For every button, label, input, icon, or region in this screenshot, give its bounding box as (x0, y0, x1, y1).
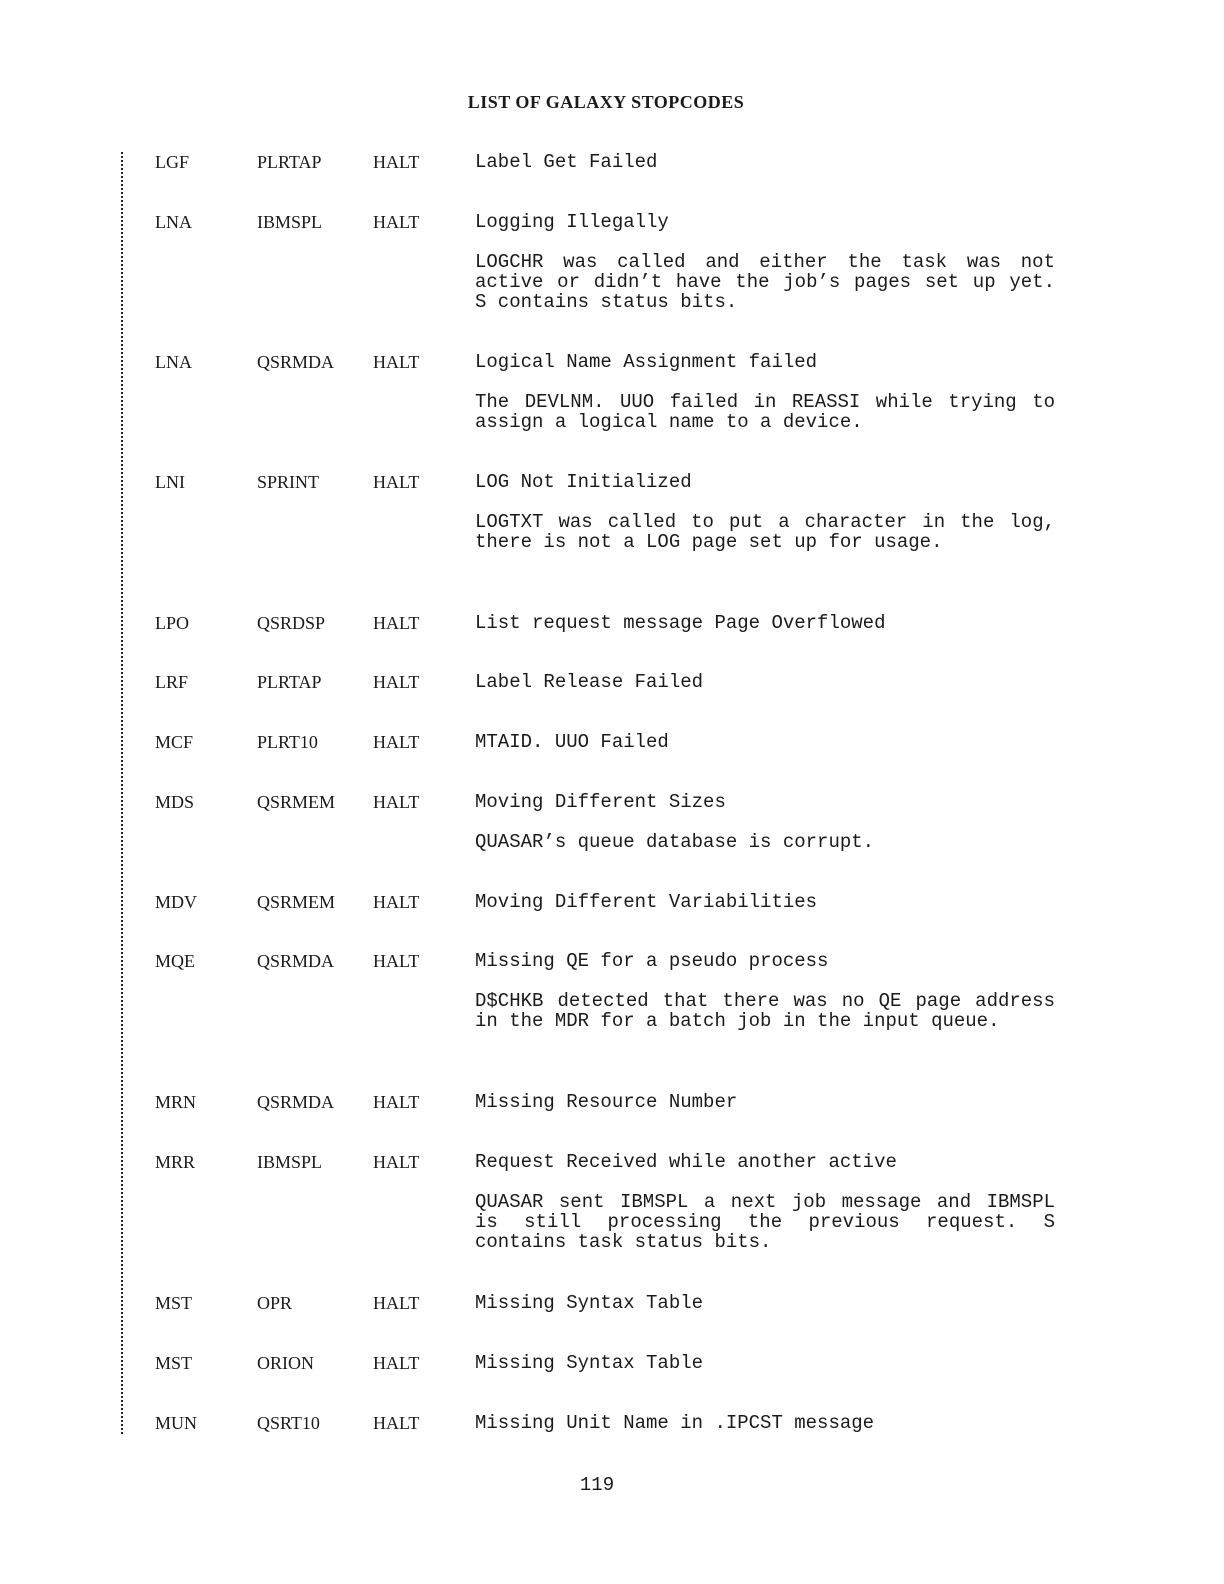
stopcode-title: Missing Resource Number (475, 1091, 738, 1113)
stopcode-module: QSRMEM (257, 892, 336, 912)
stopcode-action: HALT (373, 472, 420, 492)
stopcode-code: MRN (155, 1092, 197, 1112)
stopcode-code: MQE (155, 951, 195, 971)
stopcode-description: LOGTXT was called to put a character in the log, there is not a LOG page set up for usage. (475, 511, 1055, 553)
stopcode-action: HALT (373, 892, 420, 912)
stopcode-description: QUASAR sent IBMSPL a next job message and IBMSPL is still processing the previous request. S contains task status bits. (475, 1191, 1055, 1253)
stopcode-code: LGF (155, 152, 190, 172)
stopcode-action: HALT (373, 212, 420, 232)
stopcode-module: IBMSPL (257, 1152, 323, 1172)
stopcode-code: MRR (155, 1152, 196, 1172)
stopcode-module: QSRMEM (257, 792, 336, 812)
stopcode-code: LNI (155, 472, 185, 492)
stopcode-title: Missing Syntax Table (475, 1352, 704, 1374)
stopcode-title: MTAID. UUO Failed (475, 731, 669, 753)
stopcode-code: LNA (155, 212, 192, 232)
stopcode-module: ORION (257, 1353, 314, 1373)
stopcode-action: HALT (373, 672, 420, 692)
stopcode-action: HALT (373, 1152, 420, 1172)
stopcode-action: HALT (373, 951, 420, 971)
stopcode-module: OPR (257, 1293, 293, 1313)
stopcode-description: D$CHKB detected that there was no QE page address in the MDR for a batch job in the input queue. (475, 990, 1055, 1032)
stopcode-title: LOG Not Initialized (475, 471, 692, 493)
stopcode-description: The DEVLNM. UUO failed in REASSI while trying to assign a logical name to a device. (475, 391, 1055, 433)
stopcode-module: SPRINT (257, 472, 320, 492)
stopcode-module: PLRT10 (257, 732, 318, 752)
stopcode-module: QSRT10 (257, 1413, 320, 1433)
stopcode-code: LNA (155, 352, 192, 372)
stopcode-title: Request Received while another active (475, 1151, 897, 1173)
stopcode-module: QSRMDA (257, 951, 335, 971)
stopcode-description: QUASAR’s queue database is corrupt. (475, 831, 875, 853)
stopcode-code: MDS (155, 792, 195, 812)
stopcode-title: Label Get Failed (475, 151, 658, 173)
stopcode-code: MUN (155, 1413, 198, 1433)
stopcode-title: Moving Different Variabilities (475, 891, 818, 913)
stopcode-module: QSRMDA (257, 1092, 335, 1112)
stopcode-module: PLRTAP (257, 672, 322, 692)
stopcode-code: LPO (155, 613, 190, 633)
stopcode-action: HALT (373, 152, 420, 172)
stopcode-code: LRF (155, 672, 189, 692)
stopcode-code: MCF (155, 732, 194, 752)
stopcode-action: HALT (373, 1092, 420, 1112)
stopcode-title: Label Release Failed (475, 671, 704, 693)
stopcode-title: Logical Name Assignment failed (475, 351, 818, 373)
stopcode-title: Missing QE for a pseudo process (475, 950, 829, 972)
change-bar (121, 152, 123, 1434)
page-title: LIST OF GALAXY STOPCODES (467, 92, 745, 112)
stopcode-title: Missing Syntax Table (475, 1292, 704, 1314)
stopcode-code: MDV (155, 892, 198, 912)
stopcode-code: MST (155, 1293, 193, 1313)
stopcode-description: LOGCHR was called and either the task was not active or didn’t have the job’s pages set up yet. S contains status bits. (475, 251, 1055, 313)
stopcode-action: HALT (373, 1413, 420, 1433)
stopcode-action: HALT (373, 732, 420, 752)
stopcode-module: IBMSPL (257, 212, 323, 232)
stopcode-title: Moving Different Sizes (475, 791, 726, 813)
page-number: 119 (579, 1474, 615, 1496)
stopcode-module: PLRTAP (257, 152, 322, 172)
stopcode-title: Missing Unit Name in .IPCST message (475, 1412, 875, 1434)
stopcode-action: HALT (373, 1293, 420, 1313)
stopcode-action: HALT (373, 613, 420, 633)
stopcode-action: HALT (373, 352, 420, 372)
stopcode-action: HALT (373, 792, 420, 812)
stopcode-module: QSRDSP (257, 613, 326, 633)
stopcode-module: QSRMDA (257, 352, 335, 372)
stopcode-action: HALT (373, 1353, 420, 1373)
stopcode-title: List request message Page Overflowed (475, 612, 886, 634)
stopcode-code: MST (155, 1353, 193, 1373)
stopcode-title: Logging Illegally (475, 211, 669, 233)
